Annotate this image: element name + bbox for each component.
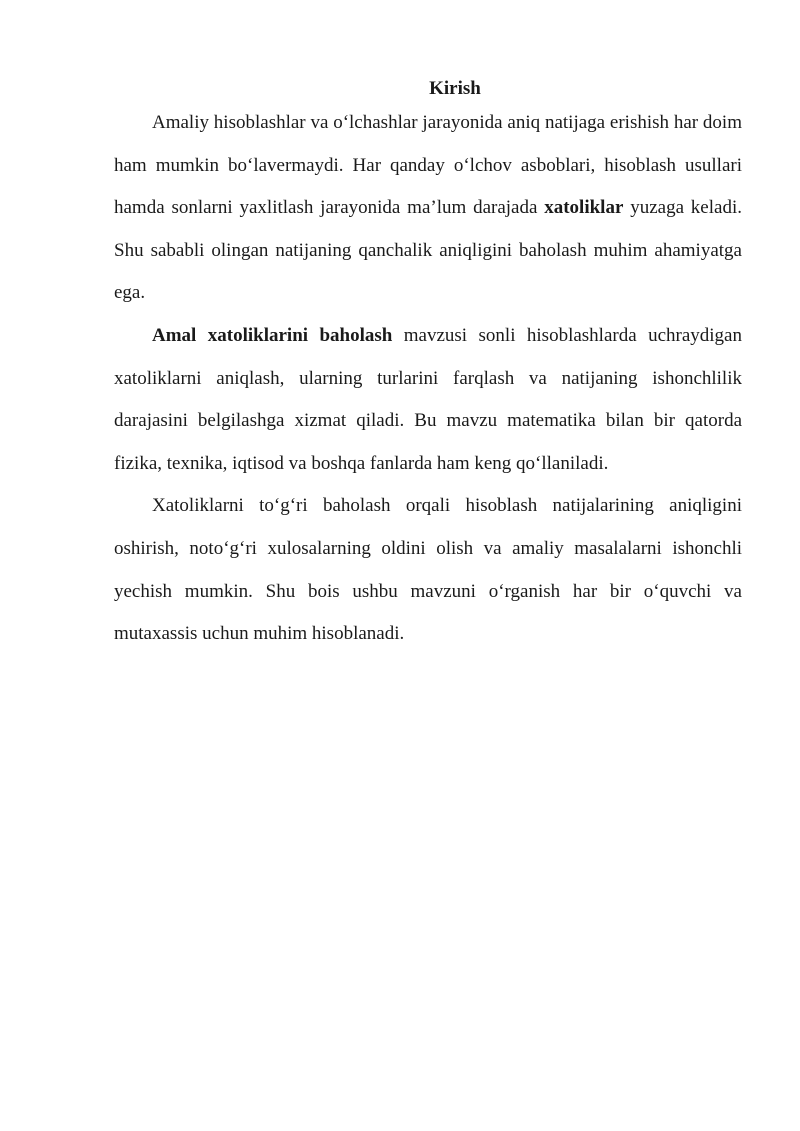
document-body — [114, 76, 742, 656]
paragraph-intro-text-after: yuzaga keladi. Shu sababli olingan natijaning qanchalik aniqligini baholash muhim ahamiyatga ega. — [114, 197, 742, 304]
paragraph-intro-bold: xatoliklar — [544, 197, 624, 219]
paragraph-intro — [114, 102, 742, 315]
page-title: Kirish — [429, 78, 481, 99]
paragraph-conclusion-text: Xatoliklarni to‘g‘ri baholash orqali hisoblash natijalarining aniqligini oshirish, noto‘g‘ri xulosalarning oldini olish va amaliy masalalarni ishonchli yechish mumkin. Shu bois ushbu mavzuni o‘rganish har bir o‘quvchi va mutaxassis uchun muhim hisoblanadi. — [114, 495, 742, 645]
paragraph-intro-text: Amaliy hisoblashlar va o‘lchashlar jarayonida aniq natijaga erishish har doim ham mumkin bo‘lavermaydi. Har qanday o‘lchov asboblari, hisoblash usullari hamda sonlarni yaxlitlash jarayonida ma’lum darajada — [114, 112, 742, 219]
paragraph-topic-bold: Amal xatoliklarini baholash — [152, 324, 393, 346]
paragraph-conclusion — [114, 485, 742, 655]
paragraph-topic-text-after: mavzusi sonli hisoblashlarda uchraydigan xatoliklarni aniqlash, ularning turlarini farqlash va natijaning ishonchlilik darajasini belgilashga xizmat qiladi. Bu mavzu matematika bilan bir qatorda fizika, texnika, iqtisod va boshqa fanlarda ham keng qo‘llaniladi. — [114, 324, 742, 474]
paragraph-topic — [114, 315, 742, 485]
